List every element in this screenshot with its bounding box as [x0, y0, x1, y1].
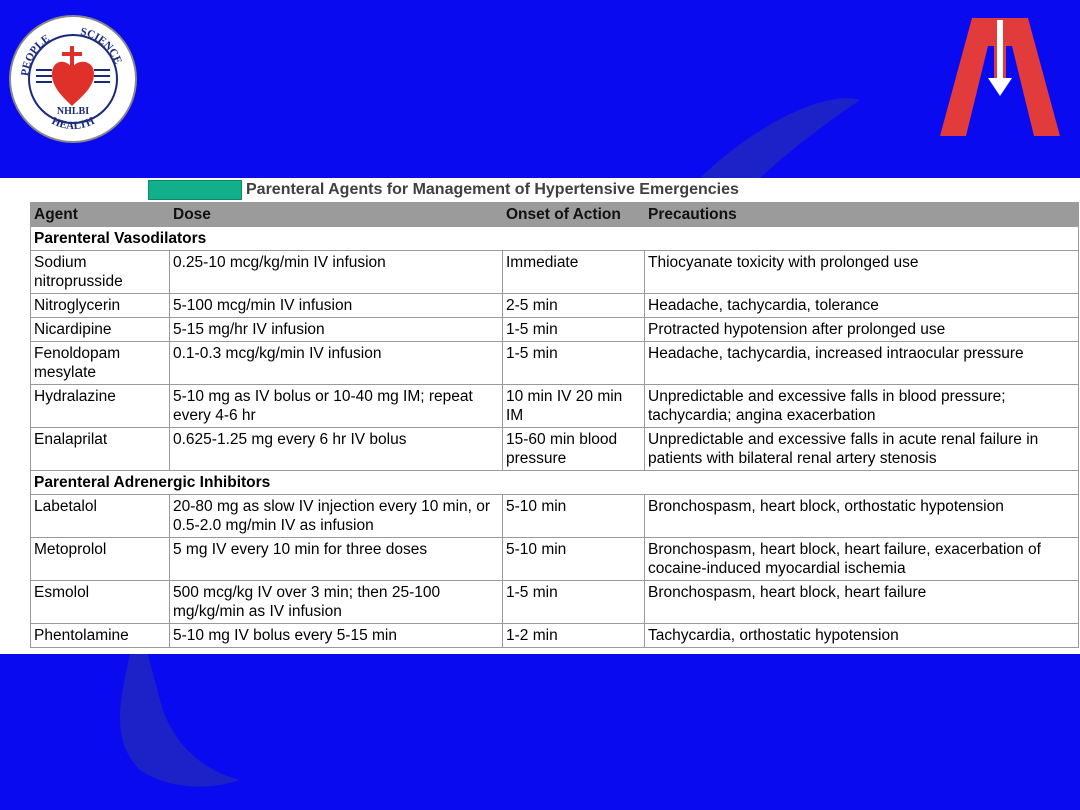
- cell-precautions: Bronchospasm, heart block, heart failure, exacerbation of cocaine-induced myocardial ischemia: [645, 538, 1079, 581]
- header-onset: Onset of Action: [503, 203, 645, 227]
- table-title: Parenteral Agents for Management of Hypertensive Emergencies: [246, 181, 739, 198]
- table-row: [31, 495, 1079, 538]
- cell-dose: 5-10 mg as IV bolus or 10-40 mg IM; repeat every 4-6 hr: [170, 385, 503, 428]
- red-arch-logo: [936, 16, 1064, 140]
- cell-onset: 5-10 min: [503, 538, 645, 581]
- table-row: [31, 538, 1079, 581]
- cell-precautions: Bronchospasm, heart block, orthostatic hypotension: [645, 495, 1079, 538]
- cell-onset: Immediate: [503, 251, 645, 294]
- table-row: [31, 294, 1079, 318]
- seal-text-science: SCIENCE: [79, 25, 125, 66]
- cell-agent: Labetalol: [31, 495, 170, 538]
- table-row: [31, 581, 1079, 624]
- section-row-vasodilators: [31, 227, 1079, 251]
- seal-text-nhlbi: NHLBI: [56, 106, 90, 117]
- cell-agent: Nitroglycerin: [31, 294, 170, 318]
- cell-onset: 1-5 min: [503, 318, 645, 342]
- table-row: [31, 385, 1079, 428]
- cell-dose: 5-10 mg IV bolus every 5-15 min: [170, 624, 503, 648]
- seal-text-health: HEALTH: [49, 114, 97, 133]
- cell-precautions: Thiocyanate toxicity with prolonged use: [645, 251, 1079, 294]
- cell-onset: 5-10 min: [503, 495, 645, 538]
- header-dose: Dose: [170, 203, 503, 227]
- table-row: [31, 428, 1079, 471]
- section-row-adrenergic-inhibitors: [31, 471, 1079, 495]
- cell-agent: Metoprolol: [31, 538, 170, 581]
- cell-onset: 1-5 min: [503, 342, 645, 385]
- cell-precautions: Headache, tachycardia, tolerance: [645, 294, 1079, 318]
- cell-onset: 15-60 min blood pressure: [503, 428, 645, 471]
- accent-swatch: [148, 180, 242, 200]
- cell-precautions: Protracted hypotension after prolonged use: [645, 318, 1079, 342]
- nhlbi-seal-logo: [8, 14, 138, 144]
- cell-agent: Phentolamine: [31, 624, 170, 648]
- title-row: [0, 178, 1080, 202]
- cell-onset: 1-5 min: [503, 581, 645, 624]
- cell-onset: 2-5 min: [503, 294, 645, 318]
- cell-precautions: Tachycardia, orthostatic hypotension: [645, 624, 1079, 648]
- cell-dose: 500 mcg/kg IV over 3 min; then 25-100 mg/kg/min as IV infusion: [170, 581, 503, 624]
- cell-onset: 1-2 min: [503, 624, 645, 648]
- cell-precautions: Headache, tachycardia, increased intraocular pressure: [645, 342, 1079, 385]
- content-panel: [0, 178, 1080, 654]
- cell-dose: 0.25-10 mcg/kg/min IV infusion: [170, 251, 503, 294]
- cell-dose: 5-15 mg/hr IV infusion: [170, 318, 503, 342]
- table-row: [31, 624, 1079, 648]
- cell-precautions: Unpredictable and excessive falls in acute renal failure in patients with bilateral renal artery stenosis: [645, 428, 1079, 471]
- cell-precautions: Unpredictable and excessive falls in blood pressure; tachycardia; angina exacerbation: [645, 385, 1079, 428]
- table-row: [31, 342, 1079, 385]
- table-row: [31, 318, 1079, 342]
- cell-dose: 20-80 mg as slow IV injection every 10 min, or 0.5-2.0 mg/min IV as infusion: [170, 495, 503, 538]
- cell-agent: Enalaprilat: [31, 428, 170, 471]
- cell-precautions: Bronchospasm, heart block, heart failure: [645, 581, 1079, 624]
- cell-agent: Esmolol: [31, 581, 170, 624]
- cell-agent: Fenoldopam mesylate: [31, 342, 170, 385]
- table-row: [31, 251, 1079, 294]
- section-label: Parenteral Adrenergic Inhibitors: [31, 471, 1079, 495]
- header-precautions: Precautions: [645, 203, 1079, 227]
- cell-agent: Nicardipine: [31, 318, 170, 342]
- cell-dose: 5-100 mcg/min IV infusion: [170, 294, 503, 318]
- cell-agent: Hydralazine: [31, 385, 170, 428]
- section-label: Parenteral Vasodilators: [31, 227, 1079, 251]
- table-header-row: [31, 203, 1079, 227]
- cell-agent: Sodium nitroprusside: [31, 251, 170, 294]
- cell-onset: 10 min IV 20 min IM: [503, 385, 645, 428]
- seal-text-people: PEOPLE: [19, 32, 52, 77]
- cell-dose: 0.1-0.3 mcg/kg/min IV infusion: [170, 342, 503, 385]
- header-agent: Agent: [31, 203, 170, 227]
- cell-dose: 5 mg IV every 10 min for three doses: [170, 538, 503, 581]
- cell-dose: 0.625-1.25 mg every 6 hr IV bolus: [170, 428, 503, 471]
- parenteral-agents-table: [30, 202, 1079, 648]
